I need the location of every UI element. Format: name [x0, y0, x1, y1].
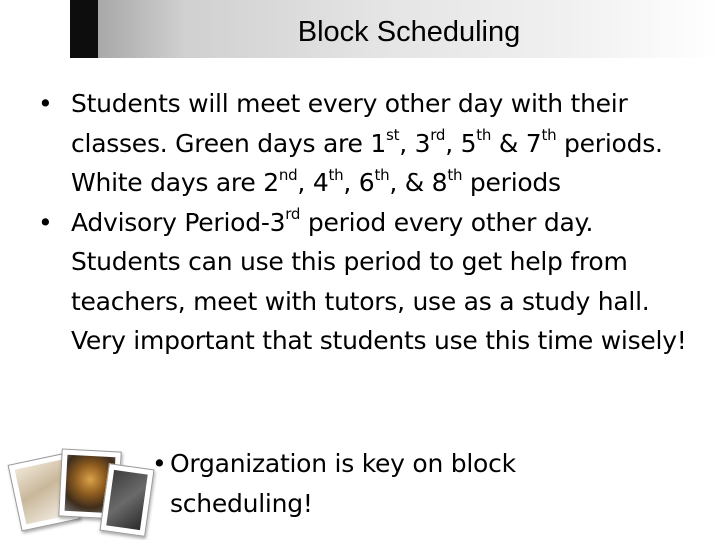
sub-bullet-organization — [152, 444, 610, 523]
title-accent-block — [70, 0, 98, 58]
bullet-green-white-days — [38, 84, 700, 203]
chalkboard-photo — [99, 463, 154, 537]
slide-title: Block Scheduling — [297, 16, 521, 48]
photo-collage-image — [8, 444, 148, 534]
bullet-1-text: , 3 — [399, 128, 431, 158]
bullet-1-sup: th — [328, 165, 344, 184]
bullet-1-text: & 7 — [491, 128, 542, 158]
bullet-1-text: , & 8 — [389, 168, 448, 197]
bullet-1-text: Students will meet every other day with their classes. Green days are 1 — [71, 89, 628, 158]
bullet-2-text: Advisory Period-3 — [71, 207, 286, 237]
bullet-1-text: , 4 — [297, 168, 329, 197]
bullet-1-text: periods. White days are 2 — [71, 128, 663, 197]
bullet-1-sup: rd — [430, 126, 446, 145]
slide-body — [38, 84, 700, 361]
bullet-1-sup: nd — [278, 165, 298, 184]
sub-bullet-text: Organization is key on block scheduling! — [170, 449, 516, 518]
bullet-1-text: periods — [462, 168, 561, 197]
bullet-1-sup: th — [374, 165, 390, 184]
bullet-1-sup: th — [541, 126, 557, 145]
bullet-marker: • — [38, 207, 53, 237]
bullet-marker: • — [38, 89, 53, 118]
bullet-1-sup: th — [476, 126, 492, 145]
bullet-1-sup: st — [386, 126, 400, 145]
bullet-1-text: , 6 — [343, 168, 375, 197]
bullet-1-text: , 5 — [445, 128, 477, 158]
bullet-2-text: period every other day. Students can use this period to get help from teachers, meet with tutors, use as a study hall. Very important that students use this time wisely! — [71, 207, 687, 355]
bullet-1-sup: th — [447, 165, 463, 184]
bullet-advisory-period — [38, 203, 700, 361]
title-bar — [70, 0, 720, 58]
bullet-marker: • — [152, 449, 167, 478]
bullet-2-sup: rd — [285, 205, 301, 224]
